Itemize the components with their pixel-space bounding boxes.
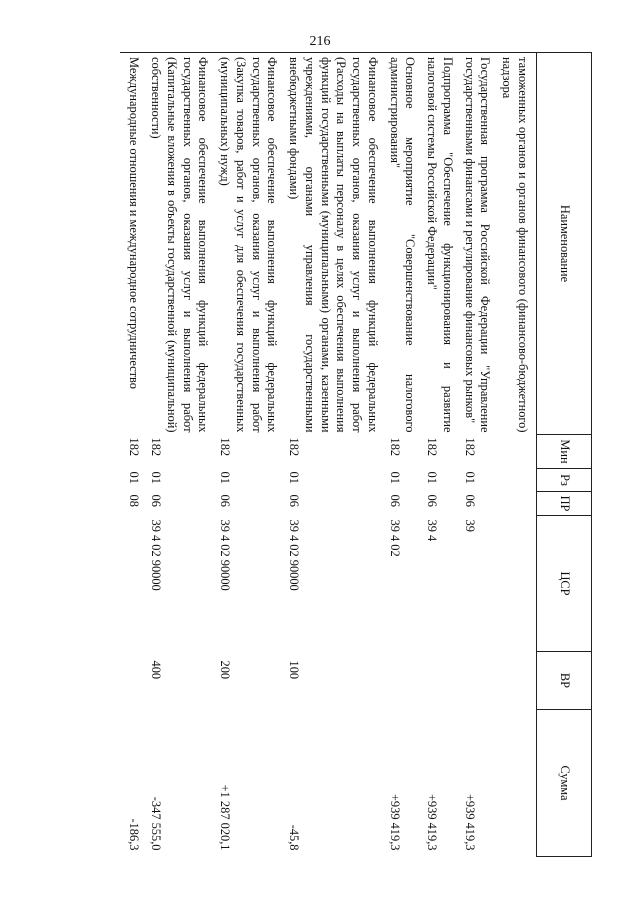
row-rz: 01 [127, 471, 142, 484]
row-vr [384, 652, 422, 710]
row-sum: +939 419,3 [462, 793, 477, 851]
row-vr [497, 652, 537, 710]
header-rz: Рз [537, 469, 592, 492]
row-csr: 39 4 02 [387, 519, 402, 557]
header-sum: Сумма [537, 710, 592, 857]
row-min [497, 435, 537, 469]
row-rz: 01 [425, 471, 440, 484]
row-sum: -45,8 [287, 824, 302, 851]
header-vr: ВР [537, 652, 592, 710]
row-min: 182 [387, 437, 402, 457]
row-name: Финансовое обеспечение выполнения функций федеральных государственных органов, оказания услуг и выполнения работ (Закупка товаров, работ и услуг для обеспечения государственных (муниципальных) нужд) [215, 53, 284, 435]
row-vr: 400 [149, 660, 164, 680]
row-min: 182 [287, 437, 302, 457]
row-min: 182 [127, 437, 142, 457]
row-pr: 06 [287, 494, 302, 507]
row-pr: 06 [387, 494, 402, 507]
row-rz: 01 [149, 471, 164, 484]
row-csr: 39 4 02 90000 [287, 519, 302, 591]
row-vr [120, 652, 146, 710]
table-header-row [537, 53, 592, 857]
row-min: 182 [218, 437, 233, 457]
row-sum: -186,3 [127, 818, 142, 851]
row-sum: +939 419,3 [425, 793, 440, 851]
row-name: Международные отношения и международное сотрудничество [120, 53, 146, 435]
table-row [120, 53, 146, 857]
row-vr: 200 [218, 660, 233, 680]
row-csr: 39 4 02 90000 [149, 519, 164, 591]
row-rz: 01 [387, 471, 402, 484]
header-name: Наименование [537, 53, 592, 435]
table-row [284, 53, 385, 857]
row-rz: 01 [218, 471, 233, 484]
row-rz: 01 [462, 471, 477, 484]
row-pr: 06 [149, 494, 164, 507]
row-name: Государственная программа Российской Федерации "Управление государственными финансами и регулирование финансовых рынков" [459, 53, 497, 435]
table-row [459, 53, 497, 857]
table-row [497, 53, 537, 857]
header-csr: ЦСР [537, 516, 592, 652]
row-name: таможенных органов и органов финансового (финансово-бюджетного) надзора [497, 53, 537, 435]
table-row [146, 53, 215, 857]
rotated-page-content [58, 52, 592, 856]
row-pr: 06 [218, 494, 233, 507]
row-csr [120, 516, 146, 652]
row-pr: 06 [425, 494, 440, 507]
row-name: Подпрограмма "Обеспечение функционирования и развитие налоговой системы Российской Федерации" [422, 53, 460, 435]
row-min: 182 [425, 437, 440, 457]
row-csr: 39 4 [425, 519, 440, 542]
row-rz: 01 [287, 471, 302, 484]
row-sum [497, 710, 537, 857]
row-csr: 39 4 02 90000 [218, 519, 233, 591]
table-row [384, 53, 422, 857]
row-pr: 06 [462, 494, 477, 507]
row-vr [459, 652, 497, 710]
row-name: Финансовое обеспечение выполнения функций федеральных государственных органов, оказания услуг и выполнения работ (Капитальные вложения в объекты государственной (муниципальной) собственности) [146, 53, 215, 435]
row-sum: +939 419,3 [387, 793, 402, 851]
row-min: 182 [149, 437, 164, 457]
row-csr [497, 516, 537, 652]
row-pr: 08 [127, 494, 142, 507]
row-sum: +1 287 020,1 [218, 784, 233, 851]
row-pr [497, 492, 537, 516]
row-vr: 100 [287, 660, 302, 680]
header-pr: ПР [537, 492, 592, 516]
row-name: Основное мероприятие "Совершенствование налогового администрирования" [384, 53, 422, 435]
row-vr [422, 652, 460, 710]
row-rz [497, 469, 537, 492]
row-sum: -347 555,0 [149, 796, 164, 851]
table-row [215, 53, 284, 857]
table-row [422, 53, 460, 857]
row-csr: 39 [462, 519, 477, 532]
row-min: 182 [462, 437, 477, 457]
budget-table [120, 52, 592, 857]
page-number: 216 [309, 34, 331, 49]
header-min: Мин [537, 435, 592, 469]
row-name: Финансовое обеспечение выполнения функций федеральных государственных органов, оказания услуг и выполнения работ (Расходы на выплаты персоналу в целях обеспечения выполнения функций государственными (муниципальными) органами, казенными учреждениями, органами управления государственными внебюджетными фондами) [284, 53, 385, 435]
